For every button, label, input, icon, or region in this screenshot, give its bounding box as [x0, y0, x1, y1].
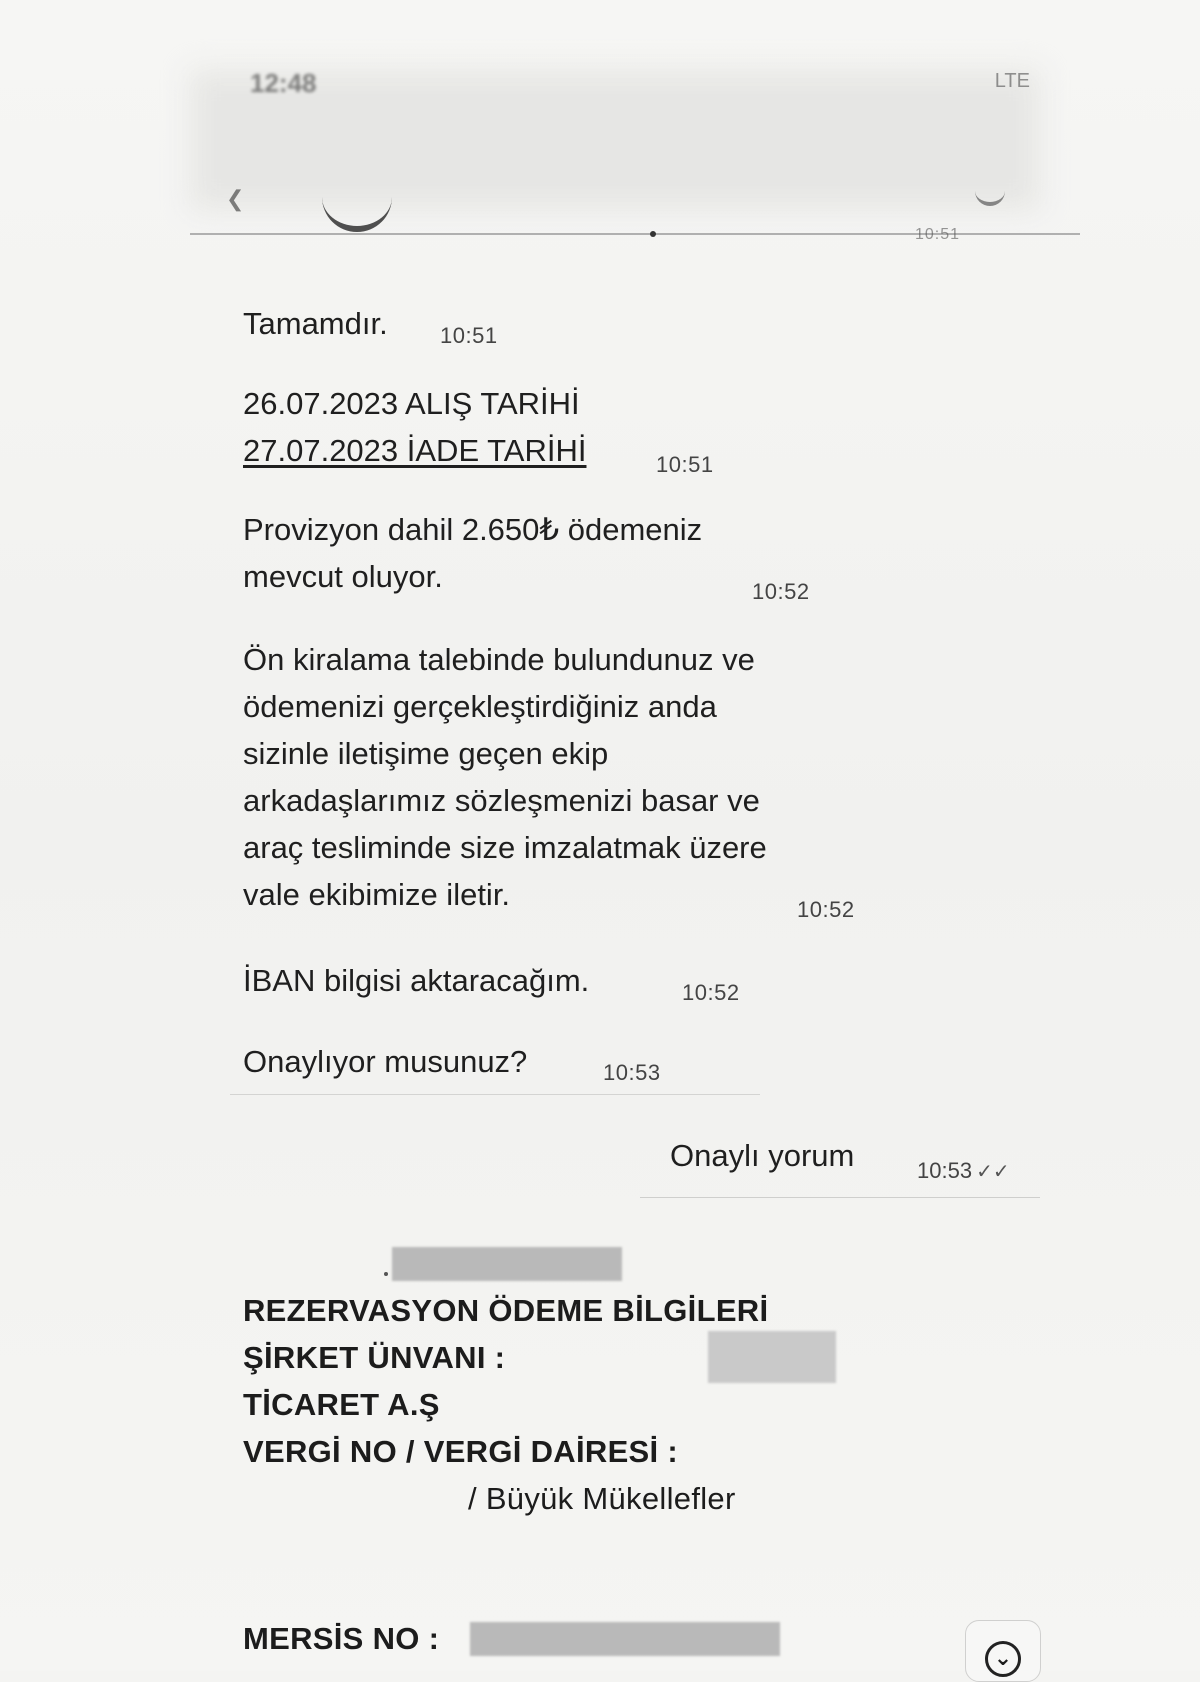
contact-avatar[interactable]: [322, 170, 392, 232]
message-time: 10:53: [603, 1060, 661, 1085]
redacted-company: [708, 1331, 836, 1383]
message-text: Provizyon dahil 2.650₺ ödemeniz: [243, 512, 703, 547]
message-text: 27.07.2023 İADE TARİHİ: [243, 433, 587, 468]
message-text: İBAN bilgisi aktaracağım.: [243, 963, 590, 998]
status-bar: [240, 62, 1040, 102]
message-text: arkadaşlarımız sözleşmenizi basar ve: [243, 783, 760, 818]
divider-dot: [650, 231, 656, 237]
status-time: 12:48: [250, 68, 317, 98]
message-text: araç tesliminde size imzalatmak üzere: [243, 830, 767, 865]
message-bubble: [243, 380, 586, 474]
message-text: Ön kiralama talebinde bulundunuz ve: [243, 642, 755, 677]
status-signal: LTE: [994, 70, 1030, 92]
company-label: ŞİRKET ÜNVANI :: [243, 1340, 506, 1375]
message-time: 10:51: [656, 452, 714, 477]
mersis-label: MERSİS NO :: [243, 1621, 440, 1656]
chevron-down-icon: ⌄: [985, 1641, 1021, 1677]
message-text: mevcut oluyor.: [243, 559, 443, 594]
message-text: ödemenizi gerçekleştirdiğiniz anda: [243, 689, 717, 724]
tax-label: VERGİ NO / VERGİ DAİRESİ :: [243, 1434, 678, 1469]
message-bubble: [243, 300, 388, 347]
message-bubble: [243, 636, 767, 918]
redacted-name: [392, 1247, 622, 1281]
sent-time-value: 10:53: [917, 1158, 973, 1183]
speck: [384, 1272, 388, 1276]
message-time: 10:51: [440, 323, 498, 348]
message-text: Onaylıyor musunuz?: [243, 1044, 528, 1079]
tax-office: / Büyük Mükellefler: [468, 1481, 736, 1516]
back-arrow-icon[interactable]: ❮: [226, 186, 245, 211]
company-suffix: TİCARET A.Ş: [243, 1387, 440, 1422]
bubble-edge: [640, 1197, 1040, 1198]
message-text: 26.07.2023 ALIŞ TARİHİ: [243, 386, 580, 421]
bubble-edge: [230, 1094, 760, 1095]
reservation-title: REZERVASYON ÖDEME BİLGİLERİ: [243, 1293, 769, 1328]
message-time: 10:52: [682, 980, 740, 1005]
redacted-mersis: [470, 1622, 780, 1656]
previous-message-time: 10:51: [915, 226, 961, 243]
message-bubble: [243, 957, 589, 1004]
sent-message-time: [917, 1158, 1010, 1184]
sent-message-text: Onaylı yorum: [670, 1138, 855, 1173]
read-ticks-icon: ✓✓: [976, 1161, 1010, 1183]
message-text: sizinle iletişime geçen ekip: [243, 736, 609, 771]
scroll-down-button[interactable]: [965, 1620, 1041, 1682]
message-time: 10:52: [797, 897, 855, 922]
message-time: 10:52: [752, 579, 810, 604]
message-text: Tamamdır.: [243, 306, 388, 341]
message-bubble: [243, 1038, 527, 1085]
message-bubble: [243, 506, 702, 600]
message-text: vale ekibimize iletir.: [243, 877, 511, 912]
